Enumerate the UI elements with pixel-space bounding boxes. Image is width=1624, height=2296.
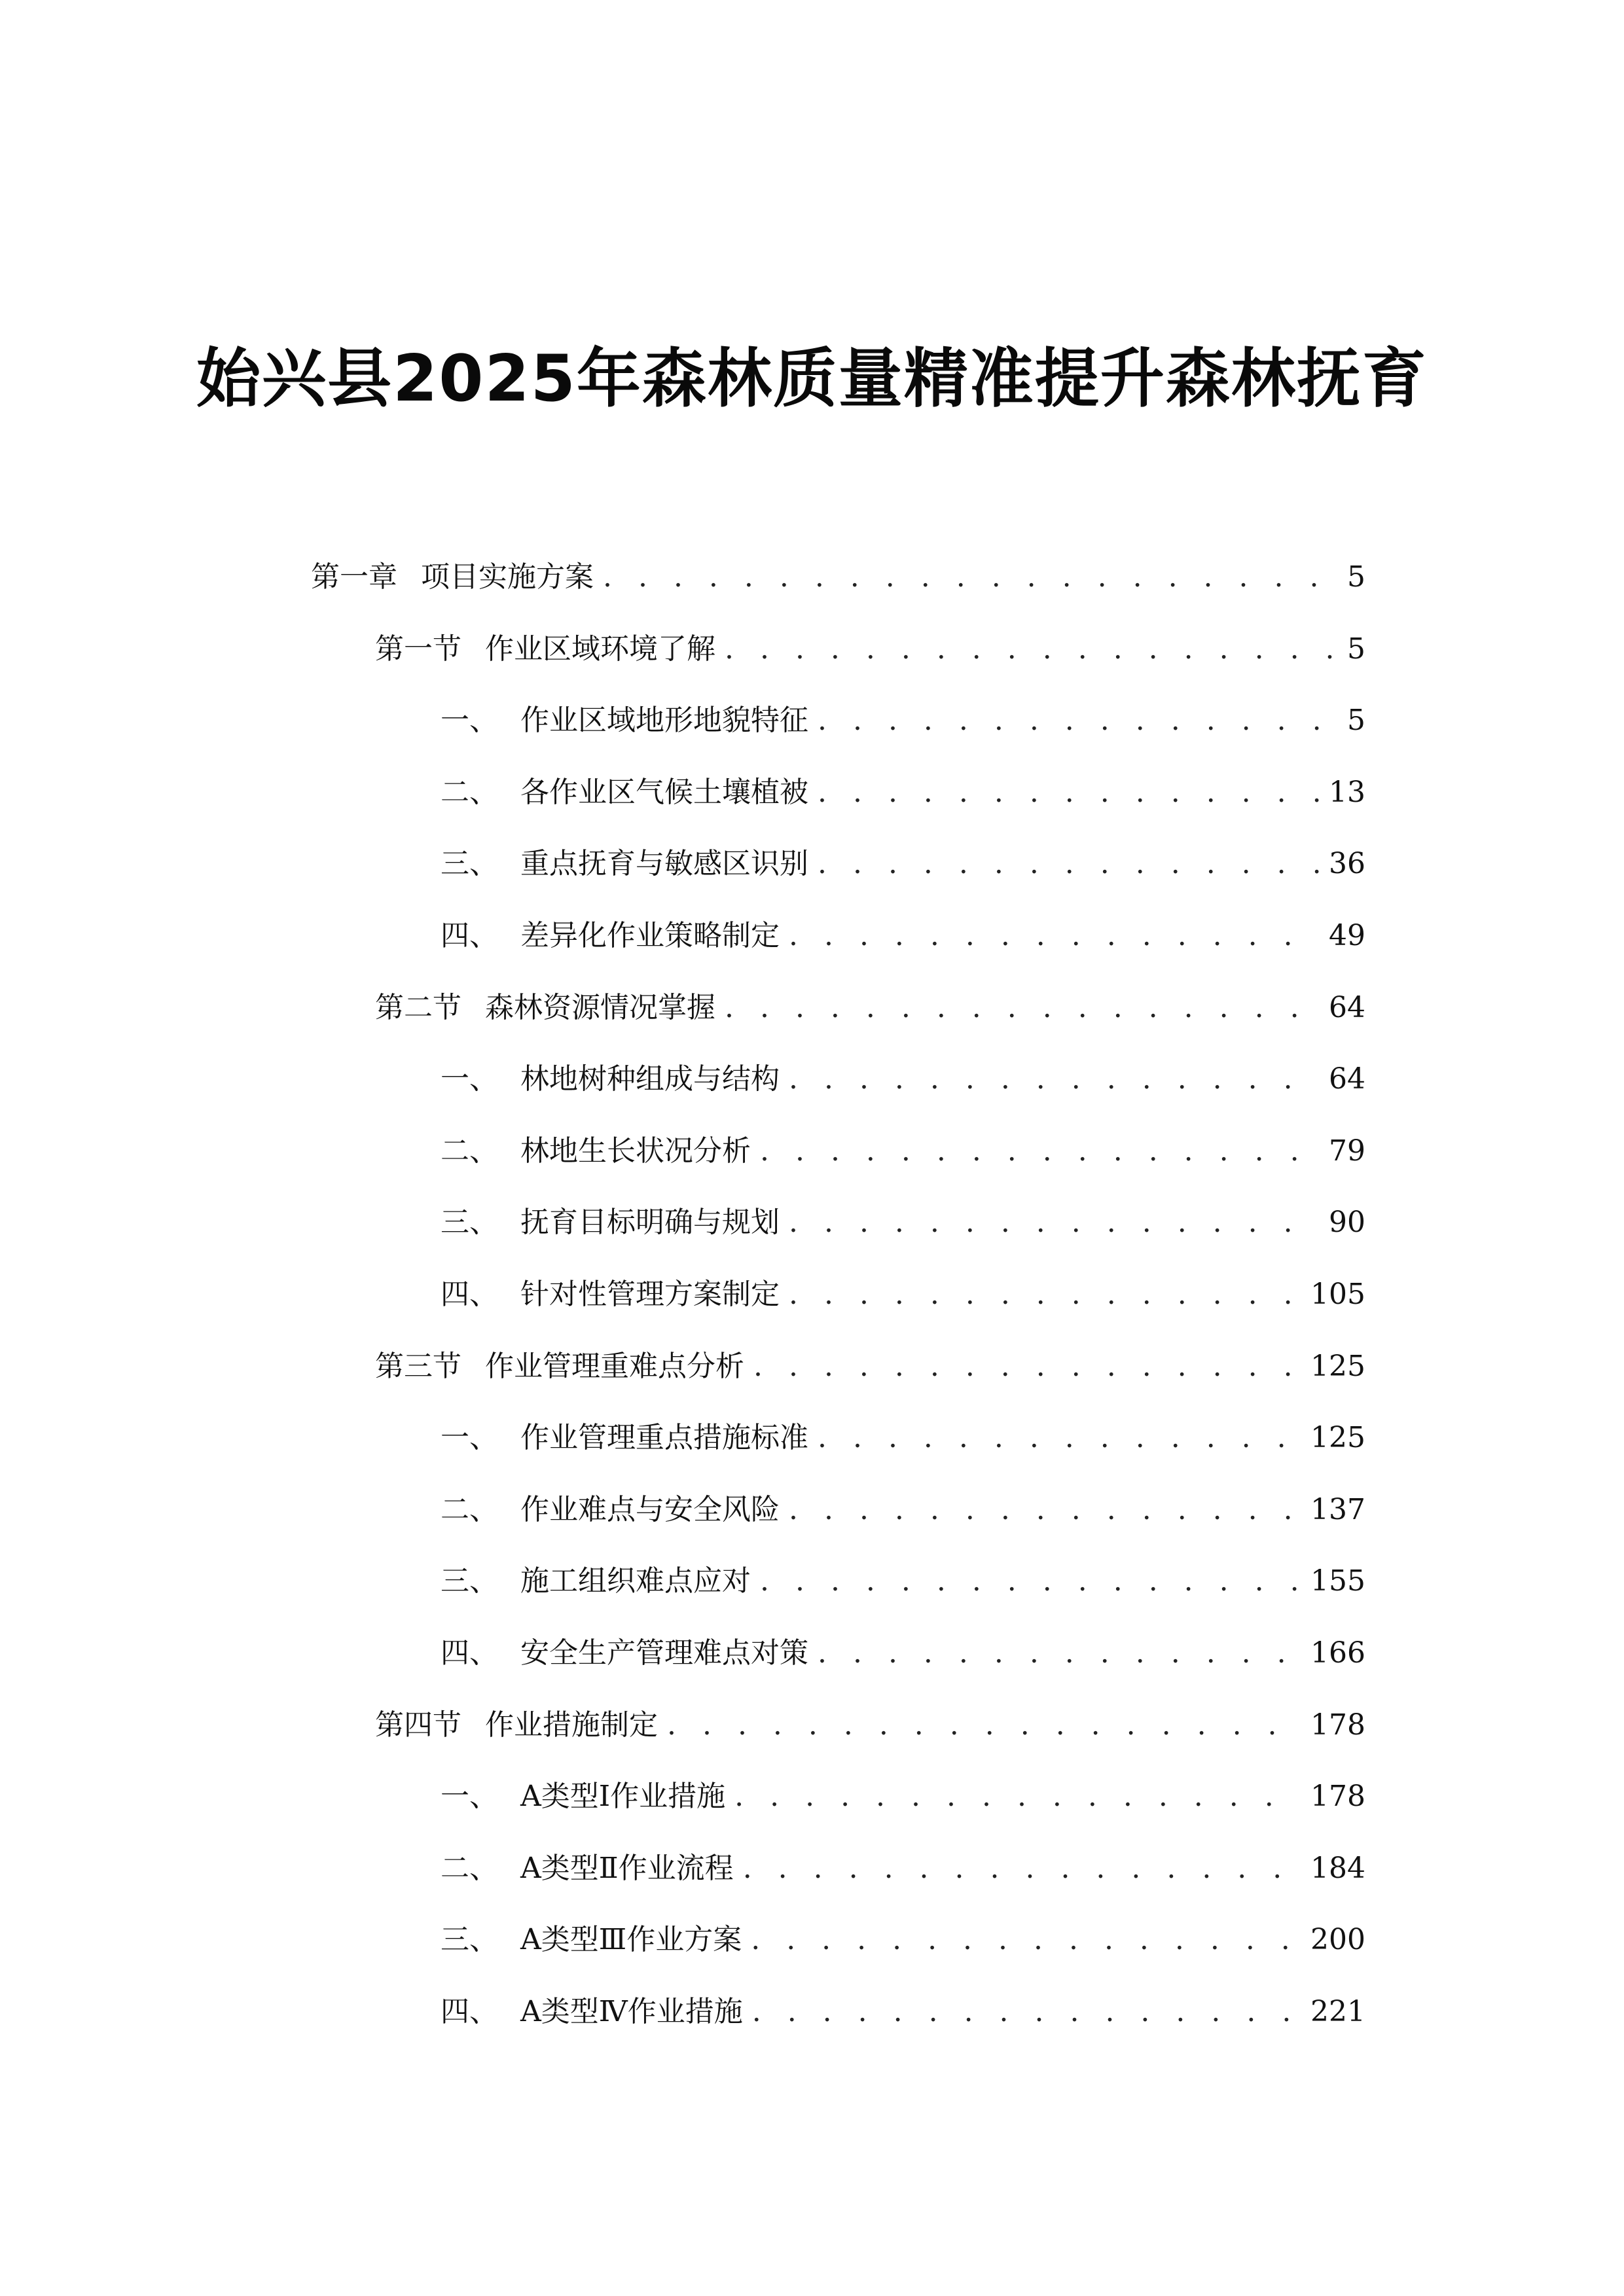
toc-dot-leader bbox=[752, 1984, 1301, 2039]
toc-entry-chapter[interactable] bbox=[311, 550, 1365, 605]
toc-entry-item[interactable] bbox=[441, 1984, 1365, 2039]
toc-entry-section[interactable] bbox=[375, 622, 1365, 677]
toc-entry-item[interactable] bbox=[441, 1482, 1365, 1537]
toc-dot-leader bbox=[789, 1482, 1301, 1537]
toc-entry-page-number: 49 bbox=[1329, 919, 1365, 952]
toc-entry-number: 第一章 bbox=[311, 560, 397, 594]
toc-entry-page-number: 178 bbox=[1310, 1780, 1365, 1813]
toc-entry-item[interactable] bbox=[441, 693, 1365, 748]
toc-entry-item[interactable] bbox=[441, 1841, 1365, 1896]
toc-entry-label: 作业措施制定 bbox=[485, 1708, 658, 1742]
toc-entry-label: 林地生长状况分析 bbox=[520, 1134, 751, 1168]
toc-entry-item[interactable] bbox=[441, 1267, 1365, 1322]
toc-entry-label: 抚育目标明确与规划 bbox=[520, 1206, 780, 1239]
toc-entry-page-number: 137 bbox=[1310, 1493, 1365, 1526]
toc-entry-number: 四、 bbox=[441, 1278, 498, 1311]
toc-dot-leader bbox=[725, 980, 1320, 1035]
toc-entry-label: 安全生产管理难点对策 bbox=[520, 1636, 808, 1670]
toc-entry-item[interactable] bbox=[441, 1554, 1365, 1609]
document-title: 始兴县2025年森林质量精准提升森林抚育 bbox=[196, 342, 1428, 416]
toc-entry-number: 四、 bbox=[441, 1995, 498, 2028]
toc-entry-page-number: 5 bbox=[1347, 632, 1365, 666]
toc-entry-page-number: 178 bbox=[1310, 1708, 1365, 1742]
toc-dot-leader bbox=[818, 1626, 1301, 1681]
toc-dot-leader bbox=[760, 1124, 1320, 1179]
toc-entry-label: A类型Ⅲ作业方案 bbox=[520, 1923, 742, 1956]
toc-entry-item[interactable] bbox=[441, 1124, 1365, 1179]
toc-dot-leader bbox=[789, 908, 1320, 963]
toc-entry-label: 项目实施方案 bbox=[421, 560, 594, 594]
toc-entry-item[interactable] bbox=[441, 836, 1365, 891]
toc-dot-leader bbox=[734, 1769, 1301, 1824]
toc-entry-label: 作业管理重点措施标准 bbox=[520, 1421, 808, 1454]
toc-entry-label: 重点抚育与敏感区识别 bbox=[520, 847, 808, 880]
toc-dot-leader bbox=[818, 765, 1320, 820]
toc-entry-number: 二、 bbox=[441, 1493, 498, 1526]
toc-entry-section[interactable] bbox=[375, 980, 1365, 1035]
toc-entry-label: 作业区域地形地貌特征 bbox=[520, 704, 808, 737]
toc-entry-page-number: 13 bbox=[1329, 776, 1365, 809]
toc-entry-section[interactable] bbox=[375, 1339, 1365, 1394]
toc-entry-number: 一、 bbox=[441, 1062, 498, 1096]
toc-entry-page-number: 125 bbox=[1310, 1421, 1365, 1454]
toc-entry-item[interactable] bbox=[441, 1912, 1365, 1967]
toc-entry-label: 作业管理重难点分析 bbox=[485, 1350, 744, 1383]
toc-entry-number: 第三节 bbox=[375, 1350, 461, 1383]
toc-entry-page-number: 200 bbox=[1310, 1923, 1365, 1956]
toc-entry-number: 二、 bbox=[441, 1134, 498, 1168]
toc-entry-number: 三、 bbox=[441, 1564, 498, 1598]
toc-entry-page-number: 64 bbox=[1329, 991, 1365, 1024]
toc-dot-leader bbox=[667, 1698, 1301, 1753]
toc-entry-label: A类型Ⅰ作业措施 bbox=[520, 1780, 726, 1813]
toc-dot-leader bbox=[818, 1410, 1301, 1465]
toc-entry-item[interactable] bbox=[441, 1769, 1365, 1824]
toc-entry-page-number: 105 bbox=[1310, 1278, 1365, 1311]
toc-dot-leader bbox=[789, 1195, 1320, 1250]
toc-entry-item[interactable] bbox=[441, 1626, 1365, 1681]
toc-entry-item[interactable] bbox=[441, 1410, 1365, 1465]
toc-entry-item[interactable] bbox=[441, 765, 1365, 820]
toc-entry-page-number: 36 bbox=[1329, 847, 1365, 880]
toc-entry-item[interactable] bbox=[441, 908, 1365, 963]
toc-dot-leader bbox=[753, 1339, 1301, 1394]
toc-entry-number: 一、 bbox=[441, 1780, 498, 1813]
toc-entry-label: 针对性管理方案制定 bbox=[520, 1278, 780, 1311]
toc-entry-page-number: 90 bbox=[1329, 1206, 1365, 1239]
toc-entry-number: 第二节 bbox=[375, 991, 461, 1024]
toc-entry-label: 差异化作业策略制定 bbox=[520, 919, 780, 952]
toc-entry-label: 施工组织难点应对 bbox=[520, 1564, 751, 1598]
toc-entry-number: 第一节 bbox=[375, 632, 461, 666]
toc-entry-number: 一、 bbox=[441, 704, 498, 737]
toc-entry-page-number: 155 bbox=[1310, 1564, 1365, 1598]
toc-entry-label: A类型Ⅱ作业流程 bbox=[520, 1852, 734, 1885]
toc-entry-item[interactable] bbox=[441, 1052, 1365, 1107]
toc-entry-page-number: 5 bbox=[1347, 704, 1365, 737]
toc-entry-page-number: 166 bbox=[1310, 1636, 1365, 1670]
toc-entry-label: 各作业区气候土壤植被 bbox=[520, 776, 808, 809]
toc-entry-page-number: 221 bbox=[1310, 1995, 1365, 2028]
toc-dot-leader bbox=[603, 550, 1338, 605]
toc-entry-label: A类型Ⅳ作业措施 bbox=[520, 1995, 743, 2028]
toc-dot-leader bbox=[818, 836, 1320, 891]
toc-entry-number: 一、 bbox=[441, 1421, 498, 1454]
toc-entry-page-number: 64 bbox=[1329, 1062, 1365, 1096]
toc-entry-label: 作业区域环境了解 bbox=[485, 632, 715, 666]
toc-entry-number: 二、 bbox=[441, 1852, 498, 1885]
toc-entry-number: 三、 bbox=[441, 847, 498, 880]
toc-entry-page-number: 79 bbox=[1329, 1134, 1365, 1168]
toc-dot-leader bbox=[725, 622, 1338, 677]
toc-entry-number: 二、 bbox=[441, 776, 498, 809]
toc-entry-label: 作业难点与安全风险 bbox=[520, 1493, 780, 1526]
toc-dot-leader bbox=[789, 1052, 1320, 1107]
toc-dot-leader bbox=[789, 1267, 1301, 1322]
toc-dot-leader bbox=[818, 693, 1338, 748]
toc-entry-number: 三、 bbox=[441, 1923, 498, 1956]
toc-entry-number: 四、 bbox=[441, 919, 498, 952]
toc-entry-page-number: 125 bbox=[1310, 1350, 1365, 1383]
toc-entry-item[interactable] bbox=[441, 1195, 1365, 1250]
toc-dot-leader bbox=[743, 1841, 1301, 1896]
toc-dot-leader bbox=[751, 1912, 1301, 1967]
toc-entry-section[interactable] bbox=[375, 1698, 1365, 1753]
toc-entry-label: 林地树种组成与结构 bbox=[520, 1062, 780, 1096]
toc-entry-number: 三、 bbox=[441, 1206, 498, 1239]
toc-entry-label: 森林资源情况掌握 bbox=[485, 991, 715, 1024]
toc-entry-number: 四、 bbox=[441, 1636, 498, 1670]
toc-entry-number: 第四节 bbox=[375, 1708, 461, 1742]
toc-dot-leader bbox=[760, 1554, 1301, 1609]
toc-entry-page-number: 184 bbox=[1310, 1852, 1365, 1885]
toc-entry-page-number: 5 bbox=[1347, 560, 1365, 594]
